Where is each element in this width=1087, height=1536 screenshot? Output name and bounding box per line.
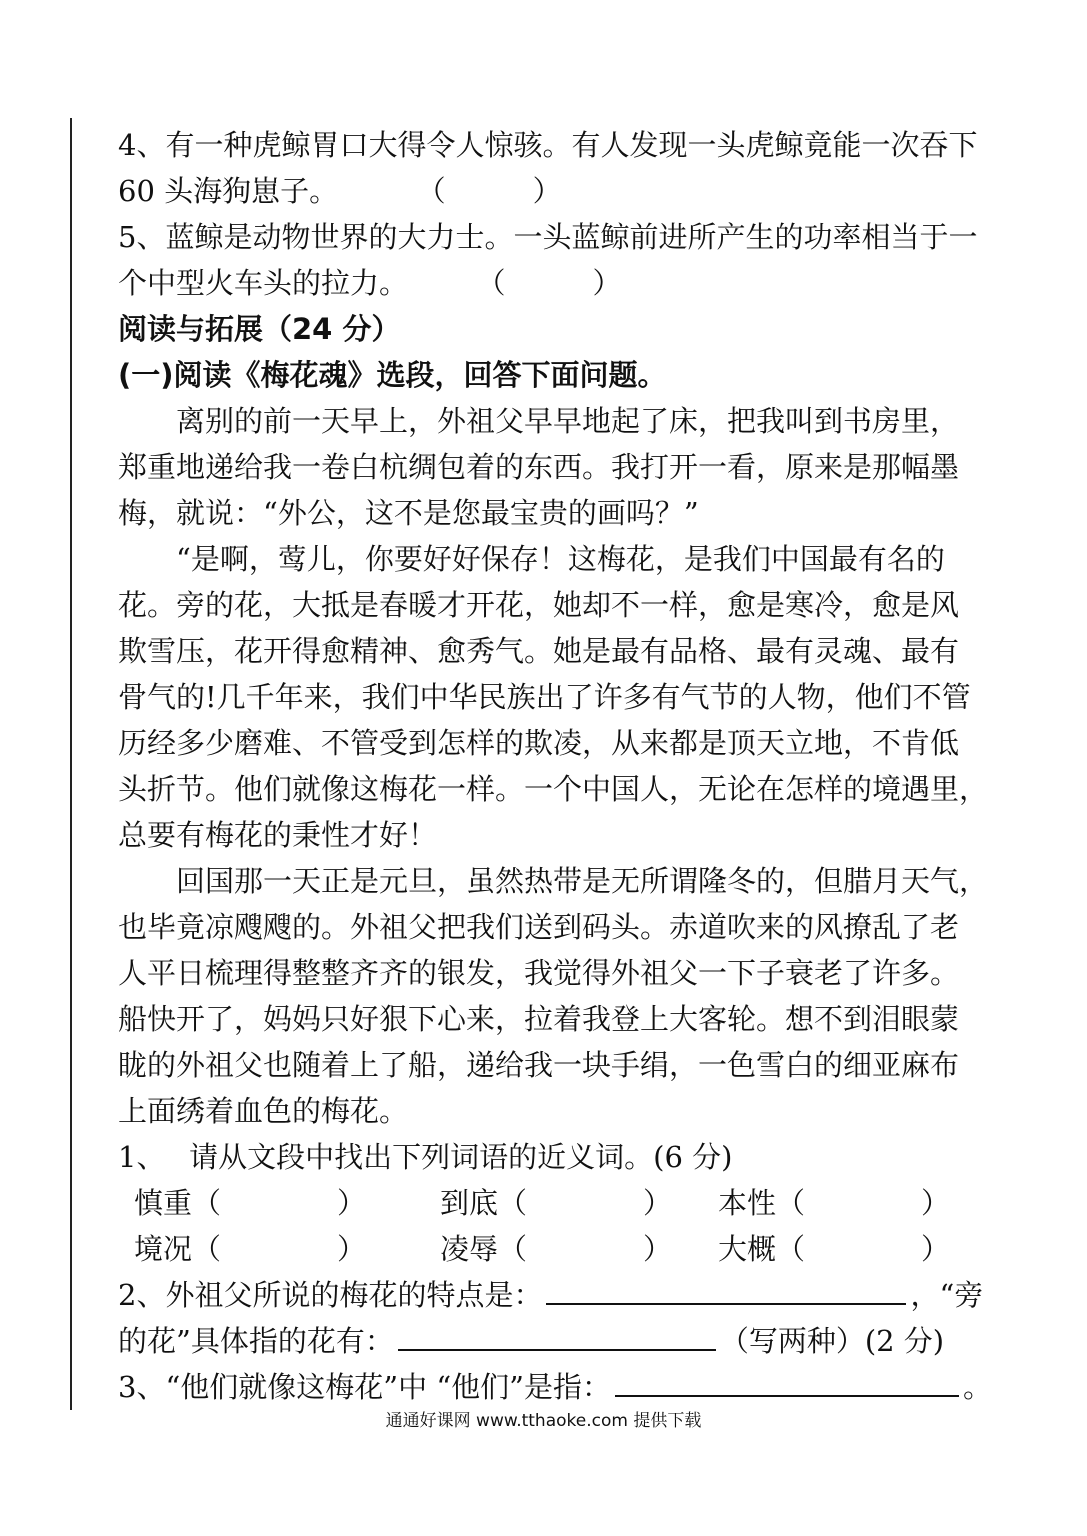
question-3-text: 3、“他们就像这梅花”中 “他们”是指： [118,1370,611,1404]
passage-line: 欺雪压，花开得愈精神、愈秀气。她是最有品格、最有灵魂、最有 [118,634,960,668]
passage-line: 回国那一天正是元旦，虽然热带是无所谓隆冬的，但腊月天气， [176,864,989,898]
question-3 [118,1364,992,1410]
passage-line: 郑重地递给我一卷白杭绸包着的东西。我打开一看，原来是那幅墨 [118,450,960,484]
page-content [118,122,992,1410]
question-2-cont [118,1318,978,1364]
judge-item-4 [118,122,978,214]
question-2-text: 的花”具体指的花有： [118,1324,394,1358]
question-3-text: 。 [962,1370,992,1404]
question-2-text: （写两种）(2 分) [719,1324,945,1358]
question-2-text: 2、外祖父所说的梅花的特点是： [118,1278,543,1312]
judge-item-text: 个中型火车头的拉力。 [118,266,409,300]
reading-passage [118,398,989,1134]
subsection-title: (一)阅读《梅花魂》选段，回答下面问题。 [118,358,667,392]
passage-line: “是啊，莺儿，你要好好保存！这梅花，是我们中国最有名的 [176,542,945,576]
page-footer: 通通好课网 www.tthaoke.com 提供下载 [385,1411,702,1431]
passage-line: 历经多少磨难、不管受到怎样的欺凌，从来都是顶天立地，不肯低 [118,726,960,760]
synonym-item[interactable]: 慎重（ ） [134,1186,367,1220]
section-title: 阅读与拓展（24 分） [118,312,401,346]
judge-item-text: 5、蓝鲸是动物世界的大力士。一头蓝鲸前进所产生的功率相当于一 [118,220,978,254]
synonym-item[interactable]: 本性（ ） [718,1186,951,1220]
question-2 [118,1272,984,1318]
judge-item-5 [118,214,978,306]
synonym-item[interactable]: 到底（ ） [440,1186,673,1220]
synonym-item[interactable]: 境况（ ） [134,1232,367,1266]
answer-blank[interactable] [615,1365,959,1397]
answer-paren[interactable]: （ ） [416,174,562,208]
answer-blank[interactable] [398,1319,716,1351]
synonym-row [118,1180,978,1226]
judge-item-text: 4、有一种虎鲸胃口大得令人惊骇。有人发现一头虎鲸竟能一次吞下 [118,128,978,162]
passage-line: 人平日梳理得整整齐齐的银发，我觉得外祖父一下子衰老了许多。 [118,956,960,990]
passage-line: 眬的外祖父也随着上了船，递给我一块手绢，一色雪白的细亚麻布 [118,1048,960,1082]
margin-rule [70,118,72,1410]
synonym-item[interactable]: 大概（ ） [718,1232,951,1266]
synonym-row [118,1226,978,1272]
question-2-text: ，“旁 [910,1278,984,1312]
passage-line: 花。旁的花，大抵是春暖才开花，她却不一样，愈是寒冷，愈是风 [118,588,960,622]
synonym-item[interactable]: 凌辱（ ） [440,1232,673,1266]
passage-line: 梅，就说：“外公，这不是您最宝贵的画吗？” [118,496,699,530]
passage-line: 骨气的!几千年来，我们中华民族出了许多有气节的人物，他们不管 [118,680,971,714]
passage-line: 总要有梅花的秉性才好！ [118,818,438,852]
answer-blank[interactable] [546,1273,906,1305]
passage-line: 上面绣着血色的梅花。 [118,1094,409,1128]
passage-line: 头折节。他们就像这梅花一样。一个中国人，无论在怎样的境遇里， [118,772,989,806]
passage-line: 船快开了，妈妈只好狠下心来，拉着我登上大客轮。想不到泪眼蒙 [118,1002,960,1036]
passage-line: 离别的前一天早上，外祖父早早地起了床，把我叫到书房里， [176,404,960,438]
judge-item-text: 60 头海狗崽子。 [118,174,339,208]
answer-paren[interactable]: （ ） [476,266,622,300]
passage-line: 也毕竟凉飕飕的。外祖父把我们送到码头。赤道吹来的风撩乱了老 [118,910,960,944]
question-1-prompt: 1、 请从文段中找出下列词语的近义词。(6 分) [118,1140,733,1174]
